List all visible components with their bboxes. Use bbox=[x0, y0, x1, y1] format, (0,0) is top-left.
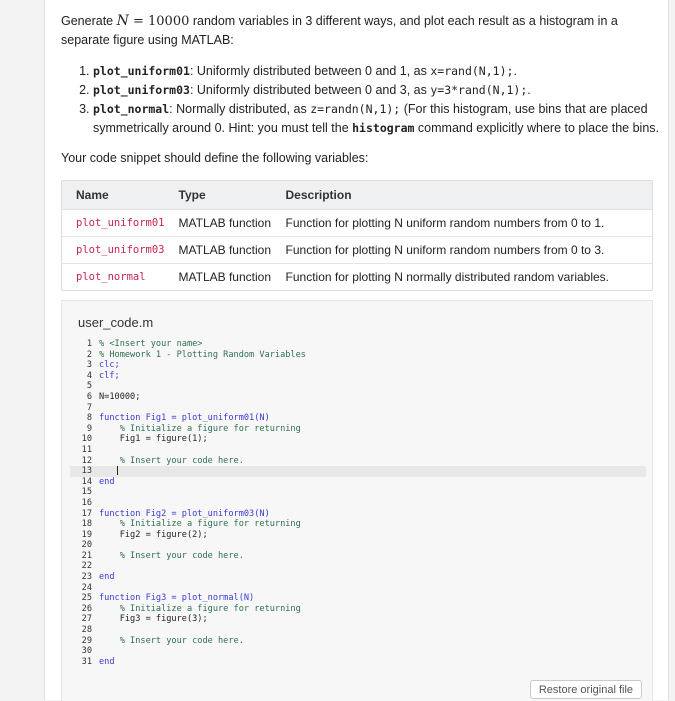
task-function-name: plot_uniform03 bbox=[93, 83, 190, 97]
code-line[interactable] bbox=[70, 403, 646, 414]
line-number: 21 bbox=[81, 550, 92, 561]
task-item bbox=[93, 81, 675, 100]
line-number: 14 bbox=[81, 476, 92, 487]
line-number: 31 bbox=[81, 656, 92, 667]
task-function-name: plot_uniform01 bbox=[93, 64, 190, 78]
line-number: 1 bbox=[86, 339, 92, 349]
code-text: function Fig1 = plot_uniform01(N) bbox=[99, 413, 270, 424]
line-number: 30 bbox=[81, 646, 92, 657]
line-number: 29 bbox=[81, 635, 92, 646]
code-line[interactable] bbox=[70, 636, 646, 647]
column-header-description: Description bbox=[272, 181, 652, 210]
line-number: 18 bbox=[81, 519, 92, 530]
code-line[interactable] bbox=[70, 646, 646, 657]
code-line[interactable] bbox=[70, 371, 646, 382]
code-line[interactable] bbox=[70, 498, 646, 509]
line-number: 3 bbox=[86, 360, 92, 371]
line-number: 5 bbox=[86, 381, 92, 392]
math-variable-n: N bbox=[116, 13, 129, 29]
code-line[interactable] bbox=[70, 434, 646, 445]
code-line[interactable] bbox=[70, 381, 646, 392]
code-line[interactable] bbox=[70, 466, 646, 477]
code-text: Fig3 = figure(3); bbox=[99, 614, 208, 625]
row-description: Function for plotting N normally distributed random variables. bbox=[272, 264, 652, 291]
code-text: % Initialize a figure for returning bbox=[99, 423, 301, 434]
code-line[interactable] bbox=[70, 625, 646, 636]
task-description: : Uniformly distributed between 0 and 1, as bbox=[189, 64, 431, 78]
row-type: MATLAB function bbox=[165, 264, 272, 291]
code-text: % Insert your code here. bbox=[99, 635, 244, 646]
line-number: 24 bbox=[81, 582, 92, 593]
variables-intro: Your code snippet should define the following variables: bbox=[61, 151, 369, 165]
line-number: 13 bbox=[81, 466, 92, 477]
line-number: 28 bbox=[81, 625, 92, 636]
code-text: clf; bbox=[99, 370, 120, 381]
code-text: % Homework 1 - Plotting Random Variables bbox=[99, 349, 306, 360]
code-line[interactable] bbox=[70, 604, 646, 615]
code-text: end bbox=[99, 572, 115, 583]
code-line[interactable] bbox=[70, 392, 646, 403]
task-tail-2: command explicitly where to place the bins. bbox=[414, 121, 659, 135]
table-row bbox=[62, 264, 652, 291]
task-item bbox=[93, 100, 675, 138]
code-text: % Insert your code here. bbox=[99, 455, 244, 466]
intro-text-pre: Generate bbox=[61, 14, 117, 28]
code-text: clc; bbox=[99, 360, 120, 371]
task-code-keyword: histogram bbox=[352, 121, 415, 135]
line-number: 17 bbox=[81, 508, 92, 519]
row-name: plot_uniform01 bbox=[62, 210, 165, 237]
task-function-name: plot_normal bbox=[93, 102, 170, 116]
line-number: 12 bbox=[81, 455, 92, 466]
text-cursor bbox=[117, 466, 118, 475]
code-line[interactable] bbox=[70, 593, 646, 604]
column-header-name: Name bbox=[62, 181, 165, 210]
line-number: 6 bbox=[86, 391, 92, 402]
code-line[interactable] bbox=[70, 561, 646, 572]
code-line[interactable] bbox=[70, 519, 646, 530]
code-text: % Insert your code here. bbox=[99, 550, 244, 561]
line-number: 9 bbox=[86, 423, 92, 434]
code-text: function Fig3 = plot_normal(N) bbox=[99, 593, 255, 604]
code-line[interactable] bbox=[70, 657, 646, 668]
table-row bbox=[62, 210, 652, 237]
code-line[interactable] bbox=[70, 360, 646, 371]
line-number: 15 bbox=[81, 487, 92, 498]
row-name: plot_uniform03 bbox=[62, 237, 165, 264]
line-number: 22 bbox=[81, 561, 92, 572]
code-text: % <Insert your name> bbox=[99, 339, 203, 349]
intro-text-post: random variables in 3 different ways, and plot each result as a histogram in a separate figure using MATLAB: bbox=[61, 14, 618, 47]
table-header-row bbox=[62, 181, 652, 210]
line-number: 27 bbox=[81, 614, 92, 625]
code-line[interactable] bbox=[70, 530, 646, 541]
table-row bbox=[62, 237, 652, 264]
code-line[interactable] bbox=[70, 487, 646, 498]
line-number: 23 bbox=[81, 572, 92, 583]
code-editor[interactable] bbox=[70, 339, 646, 667]
problem-page bbox=[44, 0, 669, 700]
task-list bbox=[61, 62, 675, 138]
editor-filename: user_code.m bbox=[78, 315, 154, 330]
line-number: 10 bbox=[81, 434, 92, 445]
code-line[interactable] bbox=[70, 509, 646, 520]
code-text: end bbox=[99, 656, 115, 667]
code-line[interactable] bbox=[70, 350, 646, 361]
code-text: N=10000; bbox=[99, 391, 141, 402]
row-name: plot_normal bbox=[62, 264, 165, 291]
code-editor-panel bbox=[61, 300, 653, 701]
line-number: 7 bbox=[86, 402, 92, 413]
code-line[interactable] bbox=[70, 572, 646, 583]
math-equals-value: = 10000 bbox=[128, 14, 190, 29]
row-type: MATLAB function bbox=[165, 210, 272, 237]
task-tail: . bbox=[513, 64, 517, 78]
line-number: 19 bbox=[81, 529, 92, 540]
code-line[interactable] bbox=[70, 445, 646, 456]
line-number: 26 bbox=[81, 603, 92, 614]
row-description: Function for plotting N uniform random numbers from 0 to 1. bbox=[272, 210, 652, 237]
task-tail: . bbox=[527, 83, 531, 97]
code-line[interactable] bbox=[70, 551, 646, 562]
code-text: Fig2 = figure(2); bbox=[99, 529, 208, 540]
task-tail: (For this histogram, use bins that are placed symmetrically around 0. Hint: you must tell the bbox=[93, 102, 648, 135]
code-text: Fig1 = figure(1); bbox=[99, 434, 208, 445]
line-number: 20 bbox=[81, 540, 92, 551]
column-header-type: Type bbox=[165, 181, 272, 210]
code-line[interactable] bbox=[70, 477, 646, 488]
task-description: : Uniformly distributed between 0 and 3, as bbox=[189, 83, 431, 97]
restore-original-file-button[interactable]: Restore original file bbox=[530, 680, 642, 699]
code-line[interactable] bbox=[70, 583, 646, 594]
code-line[interactable] bbox=[70, 424, 646, 435]
code-text: function Fig2 = plot_uniform03(N) bbox=[99, 508, 270, 519]
variables-table bbox=[61, 180, 653, 291]
code-line[interactable] bbox=[70, 413, 646, 424]
line-number: 16 bbox=[81, 497, 92, 508]
row-description: Function for plotting N uniform random numbers from 0 to 3. bbox=[272, 237, 652, 264]
line-number: 11 bbox=[81, 444, 92, 455]
code-text: end bbox=[99, 476, 115, 487]
line-number: 8 bbox=[86, 413, 92, 424]
line-number: 25 bbox=[81, 593, 92, 604]
task-code-expression: z=randn(N,1); bbox=[310, 102, 401, 116]
code-line[interactable] bbox=[70, 456, 646, 467]
line-number: 4 bbox=[86, 370, 92, 381]
code-line[interactable] bbox=[70, 614, 646, 625]
code-text: % Initialize a figure for returning bbox=[99, 519, 301, 530]
task-code-expression: x=rand(N,1); bbox=[430, 64, 514, 78]
line-number: 2 bbox=[86, 349, 92, 360]
row-type: MATLAB function bbox=[165, 237, 272, 264]
task-description: : Normally distributed, as bbox=[169, 102, 311, 116]
problem-intro bbox=[61, 12, 651, 50]
code-line[interactable] bbox=[70, 540, 646, 551]
task-item bbox=[93, 62, 675, 81]
task-code-expression: y=3*rand(N,1); bbox=[430, 83, 528, 97]
code-line[interactable] bbox=[70, 339, 646, 350]
code-text: % Initialize a figure for returning bbox=[99, 603, 301, 614]
